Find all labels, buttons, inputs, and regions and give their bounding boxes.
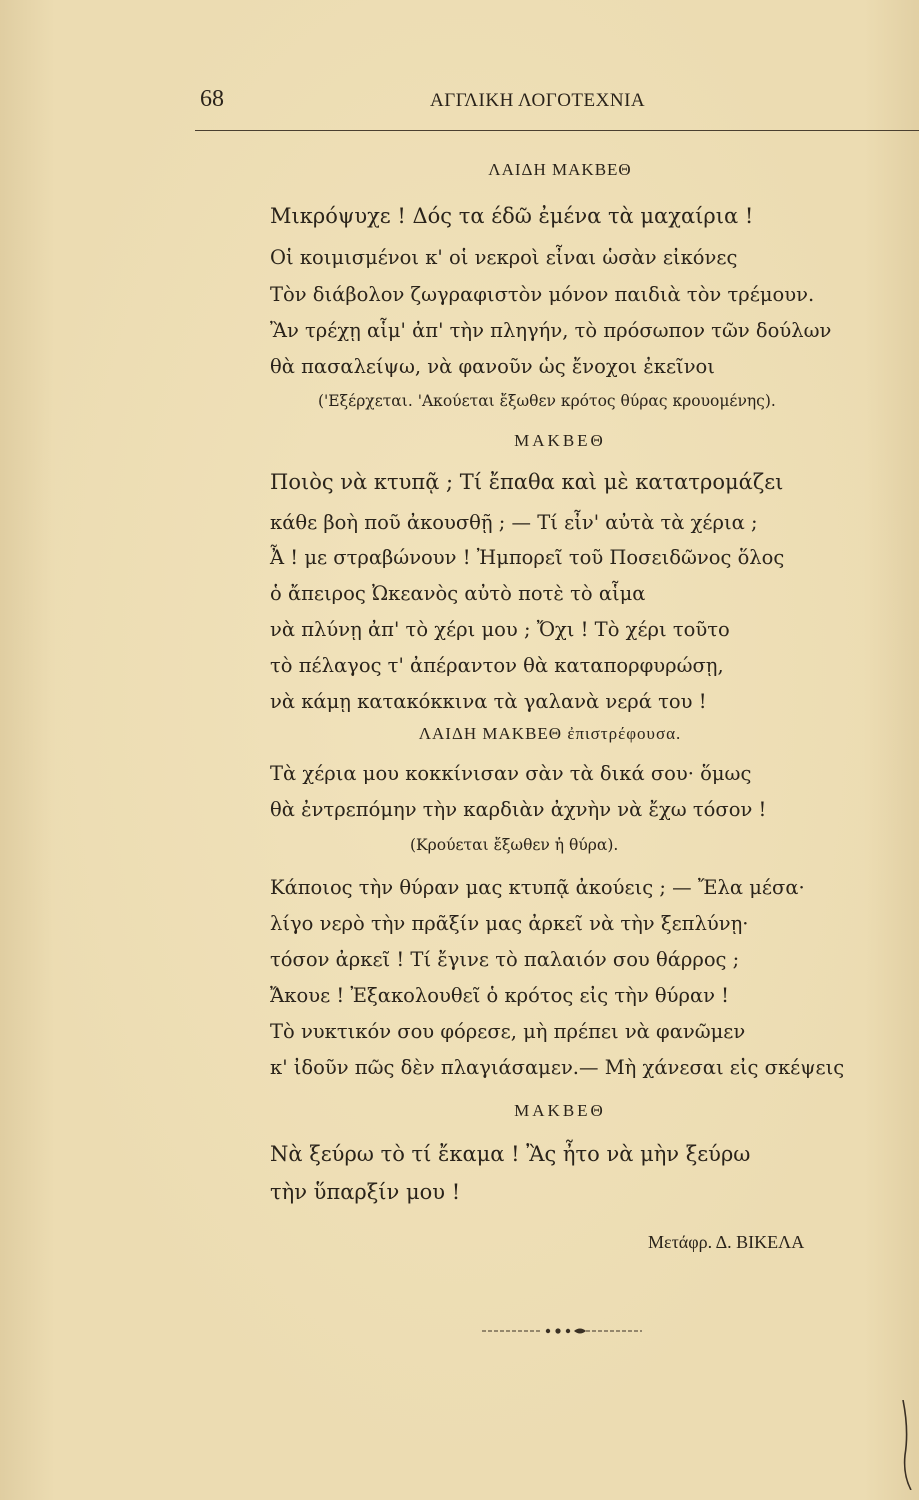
speaker-heading: ΜΑΚΒΕΘ xyxy=(514,1101,606,1120)
stage-direction: ('Εξέρχεται. 'Ακούεται ἔξωθεν κρότος θύρας κρουομένης). xyxy=(318,392,776,410)
translator-credit: Μετάφρ. Δ. ΒΙΚΕΛΑ xyxy=(648,1232,805,1252)
header-rule xyxy=(195,130,919,131)
stage-direction: (Κρούεται ἔξωθεν ἡ θύρα). xyxy=(410,836,619,854)
verse-line: κ' ἰδοῦν πῶς δὲν πλαγιάσαμεν.— Μὴ χάνεσαι εἰς σκέψεις xyxy=(270,1056,845,1079)
verse-line: τὴν ὕπαρξίν μου ! xyxy=(270,1180,461,1204)
verse-line: Τὸν διάβολον ζωγραφιστὸν μόνον παιδιὰ τὸν τρέμουν. xyxy=(270,283,815,306)
speaker-heading: ΛΑΙΔΗ ΜΑΚΒΕΘ xyxy=(488,160,632,179)
page-header xyxy=(200,86,919,126)
verse-line: τόσον ἀρκεῖ ! Τί ἔγινε τὸ παλαιόν σου θάρρος ; xyxy=(270,948,740,971)
ornamental-divider xyxy=(482,1325,642,1337)
verse-line: Μικρόψυχε ! Δός τα έδῶ ἐμένα τὰ μαχαίρια ! xyxy=(270,204,754,228)
verse-line: Ἄκουε ! Ἐξακολουθεῖ ὁ κρότος εἰς τὴν θύραν ! xyxy=(270,984,730,1007)
page-number: 68 xyxy=(200,86,224,112)
speaker-heading: ΛΑΙΔΗ ΜΑΚΒΕΘ ἐπιστρέφουσα. xyxy=(418,724,682,743)
verse-line: θὰ ἐντρεπόμην τὴν καρδιὰν ἀχνὴν νὰ ἔχω τόσον ! xyxy=(270,798,767,821)
verse-line: Ποιὸς νὰ κτυπᾷ ; Τί ἔπαθα καὶ μὲ κατατρομάζει xyxy=(270,470,784,494)
verse-line: νὰ κάμῃ κατακόκκινα τὰ γαλανὰ νερά του ! xyxy=(270,690,707,713)
verse-line: λίγο νερὸ τὴν πρᾶξίν μας ἀρκεῖ νὰ τὴν ξεπλύνῃ· xyxy=(270,912,749,935)
speaker-heading: ΜΑΚΒΕΘ xyxy=(514,431,606,450)
verse-line: Νὰ ξεύρω τὸ τί ἔκαμα ! Ἂς ἦτο νὰ μὴν ξεύρω xyxy=(270,1142,751,1166)
verse-line: νὰ πλύνῃ ἀπ' τὸ χέρι μου ; Ὄχι ! Τὸ χέρι τοῦτο xyxy=(270,618,730,641)
verse-line: κάθε βοὴ ποῦ ἀκουσθῇ ; — Τί εἶν' αὐτὰ τὰ χέρια ; xyxy=(270,511,758,534)
verse-line: ὁ ἄπειρος Ὠκεανὸς αὐτὸ ποτὲ τὸ αἷμα xyxy=(270,582,646,605)
verse-line: τὸ πέλαγος τ' ἀπέραντον θὰ καταπορφυρώσῃ, xyxy=(270,654,724,677)
page-edge-mark xyxy=(900,1400,912,1490)
verse-line: Οἱ κοιμισμένοι κ' οἱ νεκροὶ εἶναι ὡσὰν εἰκόνες xyxy=(270,246,738,269)
verse-line: Τὰ χέρια μου κοκκίνισαν σὰν τὰ δικά σου· ὅμως xyxy=(270,762,752,785)
verse-line: θὰ πασαλείψω, νὰ φανοῦν ὡς ἔνοχοι ἐκεῖνοι xyxy=(270,355,715,378)
verse-line: Ἆ ! με στραβώνουν ! Ἠμπορεῖ τοῦ Ποσειδῶνος ὅλος xyxy=(270,546,785,569)
running-title: ΑΓΓΛΙΚΗ ΛΟΓΟΤΕΧΝΙΑ xyxy=(430,90,646,111)
verse-line: Ἂν τρέχῃ αἷμ' ἀπ' τὴν πληγήν, τὸ πρόσωπον τῶν δούλων xyxy=(270,319,832,342)
verse-line: Κάποιος τὴν θύραν μας κτυπᾷ ἀκούεις ; — Ἔλα μέσα· xyxy=(270,876,805,899)
verse-line: Τὸ νυκτικόν σου φόρεσε, μὴ πρέπει νὰ φανῶμεν xyxy=(270,1020,746,1043)
